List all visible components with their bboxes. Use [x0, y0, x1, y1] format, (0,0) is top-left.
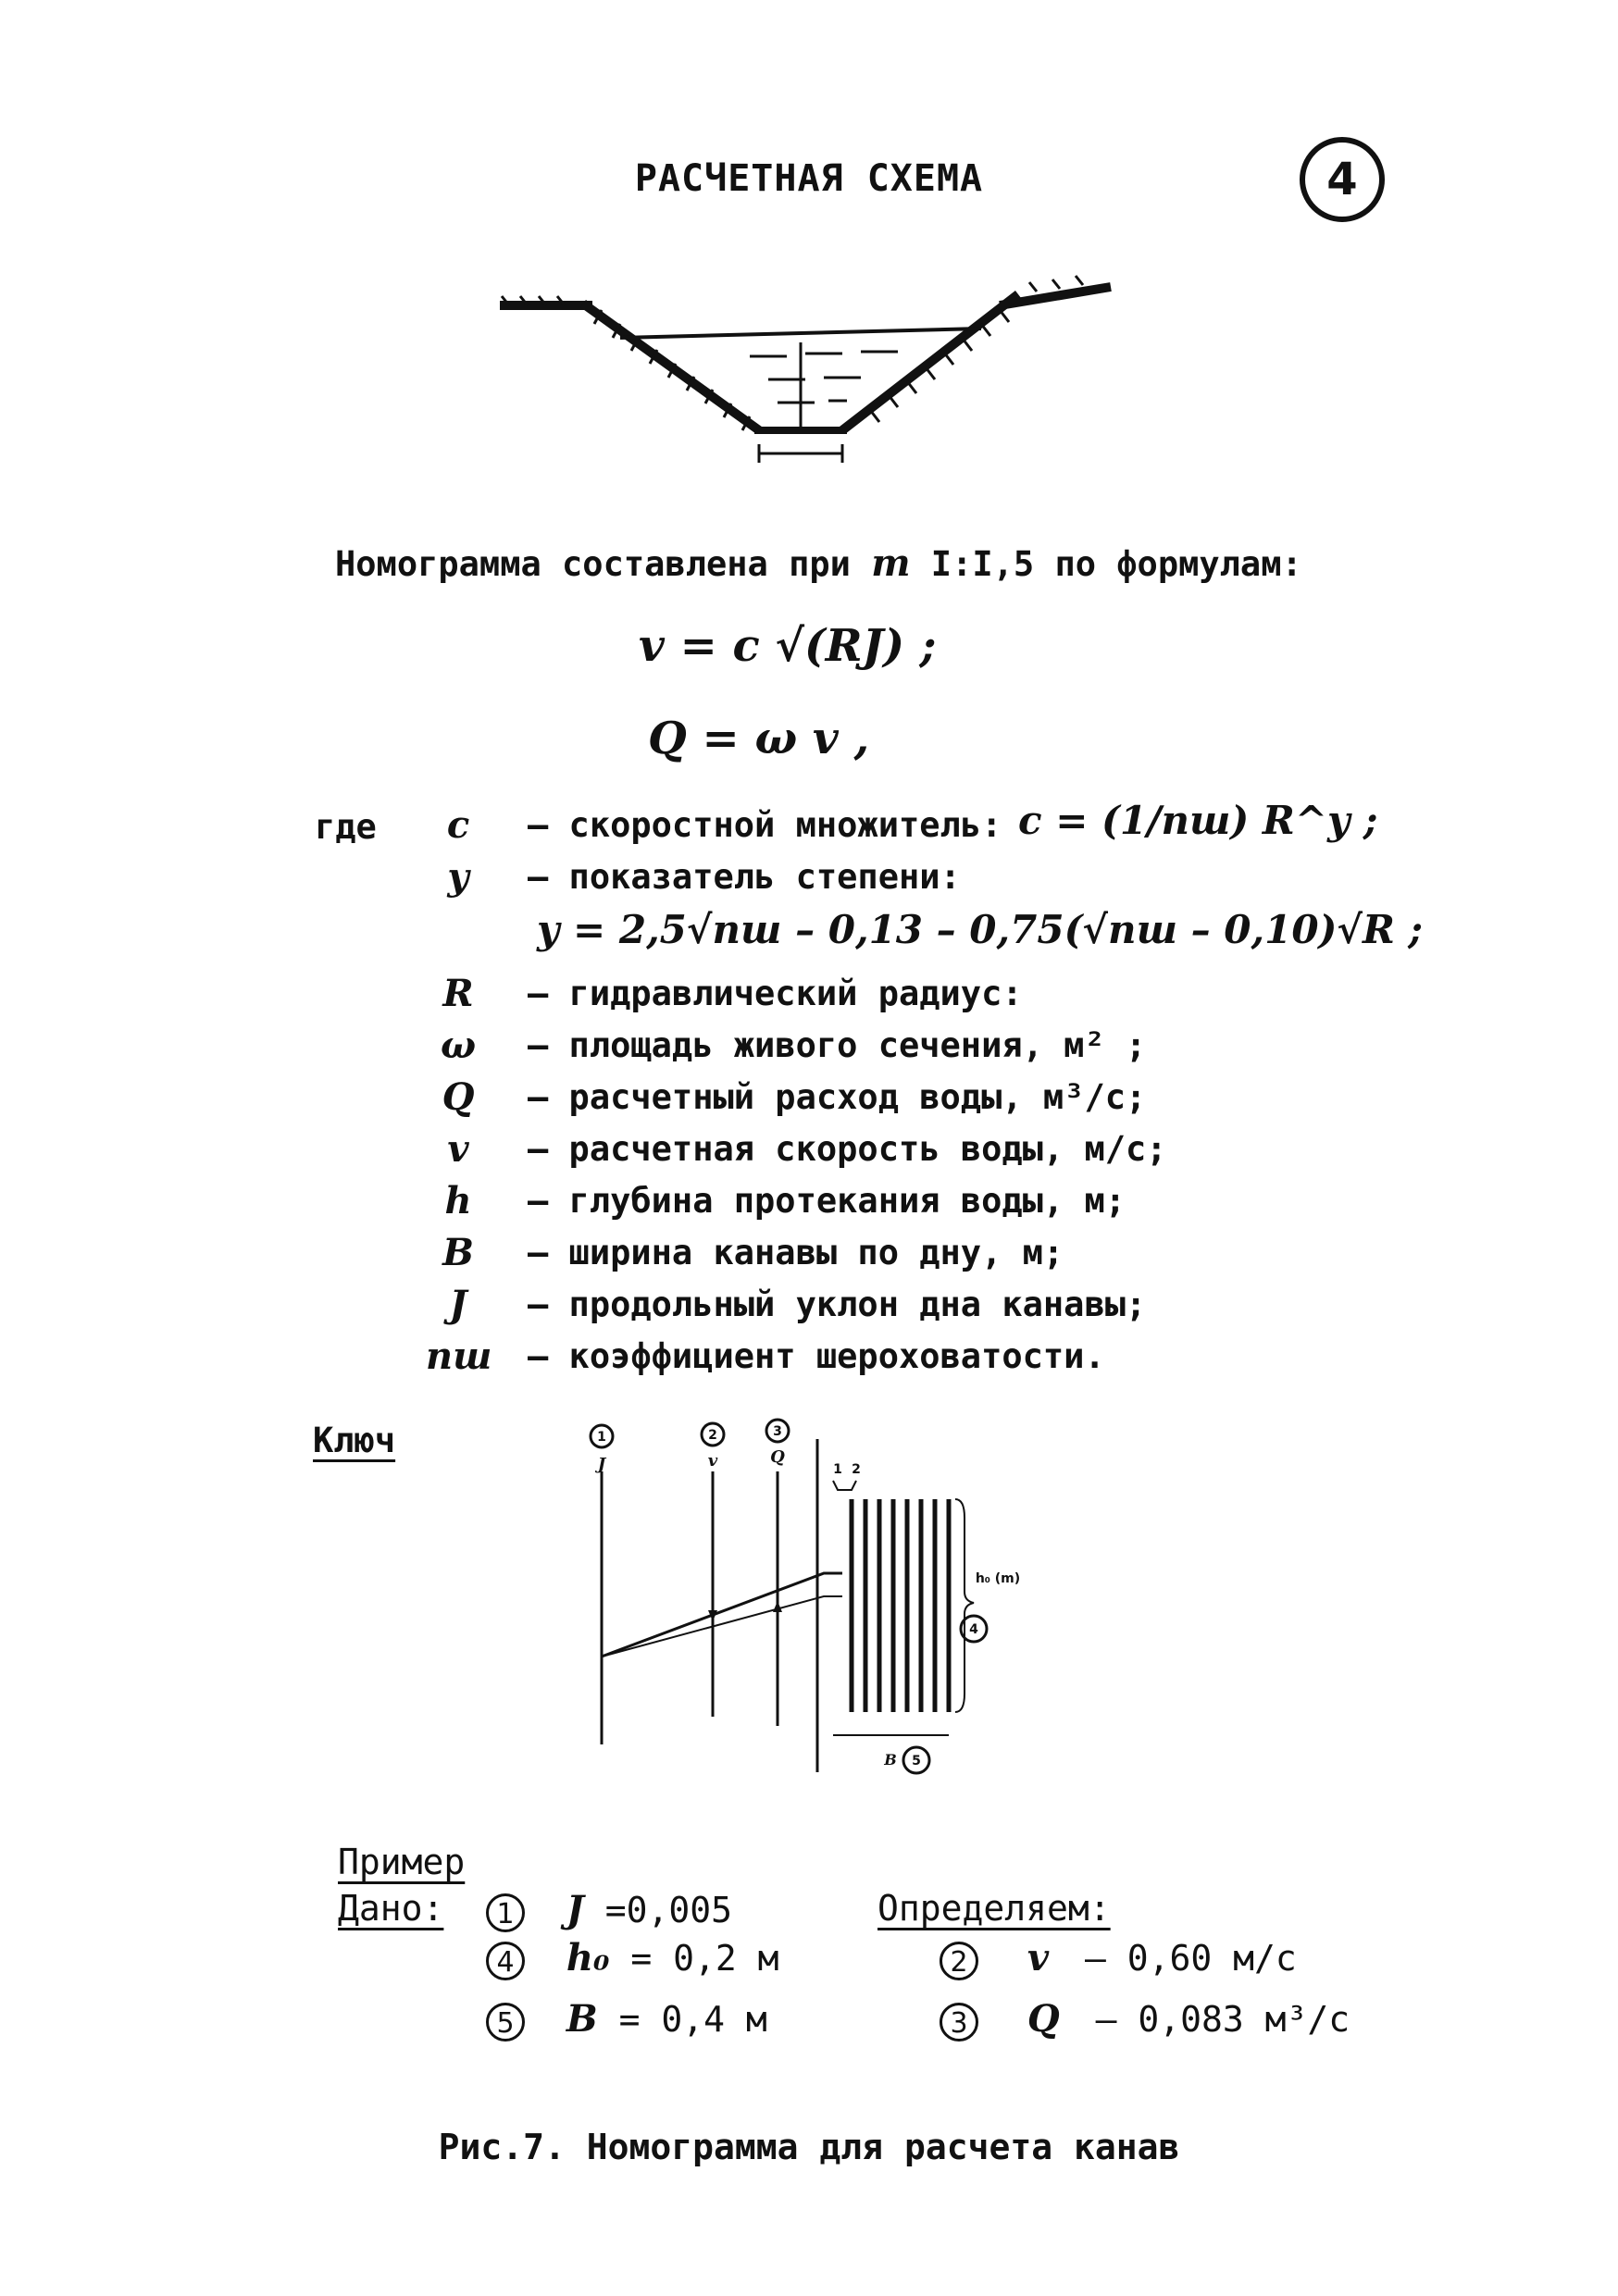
result-value: – 0,60 м/с: [1085, 1938, 1297, 1979]
axis4-number: 4: [969, 1622, 978, 1637]
given-label: Дано:: [338, 1888, 444, 1929]
given-value: = 0,4 м: [618, 1999, 767, 2040]
figure-caption: Рис.7. Номограмма для расчета канав: [438, 2127, 1180, 2167]
water-surface: [620, 329, 981, 338]
slope-right: [842, 294, 1018, 430]
side-label-2: 2: [852, 1462, 861, 1477]
example-title: Пример: [338, 1842, 466, 1882]
intro-prefix: Номограмма составлена при: [335, 544, 851, 584]
result-symbol: Q: [1027, 1997, 1060, 2041]
given-number: 1: [486, 1893, 525, 1932]
axis2-number: 2: [708, 1428, 717, 1443]
given-row: [486, 1936, 779, 1980]
axis1-symbol: J: [597, 1455, 606, 1474]
intro-line: [335, 541, 1302, 585]
result-symbol: v: [1027, 1936, 1050, 1980]
definition-row: [426, 1283, 1537, 1334]
given-symbol: h₀: [566, 1936, 610, 1980]
definition-text: – гидравлический радиус:: [528, 974, 1023, 1013]
where-label: где: [315, 807, 377, 847]
definition-symbol: ω: [440, 1024, 477, 1067]
definition-row: [426, 798, 1537, 855]
definition-row: [426, 855, 1537, 907]
definition-symbol: c: [446, 803, 470, 847]
definition-row: [426, 1334, 1537, 1386]
axis5-number: 5: [912, 1754, 921, 1769]
axis1-number: 1: [597, 1430, 606, 1445]
slope-left: [583, 304, 759, 430]
result-row: [940, 1997, 1350, 2042]
result-number: 2: [940, 1942, 978, 1980]
given-number: 4: [486, 1942, 525, 1980]
intro-symbol: m: [871, 541, 911, 585]
b-label: B: [884, 1751, 897, 1769]
determine-label: Определяем:: [877, 1888, 1111, 1929]
slope-hatching: [502, 276, 1083, 430]
formula-velocity: v = c √(RJ) ;: [639, 620, 937, 672]
definition-text: – скоростной множитель:: [528, 805, 1002, 845]
water-lines: [750, 352, 898, 403]
axis3-symbol: Q: [770, 1447, 785, 1467]
definition-text: – ширина канавы по дну, м;: [528, 1233, 1064, 1272]
definition-row: [426, 1024, 1537, 1075]
channel-cross-section-diagram: [481, 268, 1129, 481]
definition-symbol: J: [449, 1283, 467, 1326]
given-symbol: B: [566, 1997, 598, 2041]
definition-row: [426, 1179, 1537, 1231]
given-value: = 0,2 м: [630, 1938, 779, 1979]
definition-symbol: R: [442, 972, 474, 1015]
given-symbol: J: [566, 1888, 584, 1931]
side-label-1: 1: [833, 1462, 842, 1477]
axis3-number: 3: [773, 1424, 782, 1439]
definition-symbol: nш: [426, 1334, 492, 1378]
definition-row: [426, 907, 1537, 972]
definition-row: [426, 1231, 1537, 1283]
nomogram-key-diagram: [555, 1407, 1074, 1795]
key-label: Ключ: [313, 1421, 396, 1460]
definition-symbol: h: [444, 1179, 472, 1222]
formula-discharge: Q = ω v ,: [648, 713, 870, 764]
given-row: [486, 1888, 732, 1932]
result-row: [940, 1936, 1297, 1980]
definition-text: – расчетный расход воды, м³/с;: [528, 1077, 1147, 1117]
result-number: 3: [940, 2003, 978, 2042]
definition-row: [426, 1127, 1537, 1179]
definition-symbol: y: [447, 855, 469, 899]
definition-symbol: B: [442, 1231, 474, 1274]
page-number-badge: 4: [1300, 137, 1385, 222]
definition-formula: y = 2,5√nш – 0,13 – 0,75(√nш – 0,10)√R ;: [537, 907, 1424, 952]
intro-ratio: I:I,5 по формулам:: [930, 544, 1302, 584]
arrow-up: [773, 1601, 782, 1612]
given-row: [486, 1997, 767, 2042]
given-value: =0,005: [604, 1890, 732, 1930]
given-number: 5: [486, 2003, 525, 2042]
definition-row: [426, 1075, 1537, 1127]
definitions-list: [426, 798, 1537, 1386]
definition-text: – площадь живого сечения, м² ;: [528, 1025, 1147, 1065]
definition-symbol: v: [447, 1127, 469, 1171]
h0-label: h₀ (m): [975, 1571, 1021, 1586]
definition-text: – продольный уклон дна канавы;: [528, 1285, 1147, 1324]
definition-row: [426, 972, 1537, 1024]
page-title: РАСЧЕТНАЯ СХЕМА: [634, 157, 984, 200]
definition-symbol: Q: [442, 1075, 475, 1119]
definition-text: – коэффициент шероховатости.: [528, 1336, 1105, 1376]
definition-text: – расчетная скорость воды, м/с;: [528, 1129, 1167, 1169]
result-value: – 0,083 м³/с: [1095, 1999, 1350, 2040]
axis2-symbol: v: [707, 1451, 718, 1471]
definition-formula: c = (1/nш) R^y ;: [1018, 798, 1378, 843]
definition-text: – глубина протекания воды, м;: [528, 1181, 1126, 1221]
definition-text: – показатель степени:: [528, 857, 961, 897]
